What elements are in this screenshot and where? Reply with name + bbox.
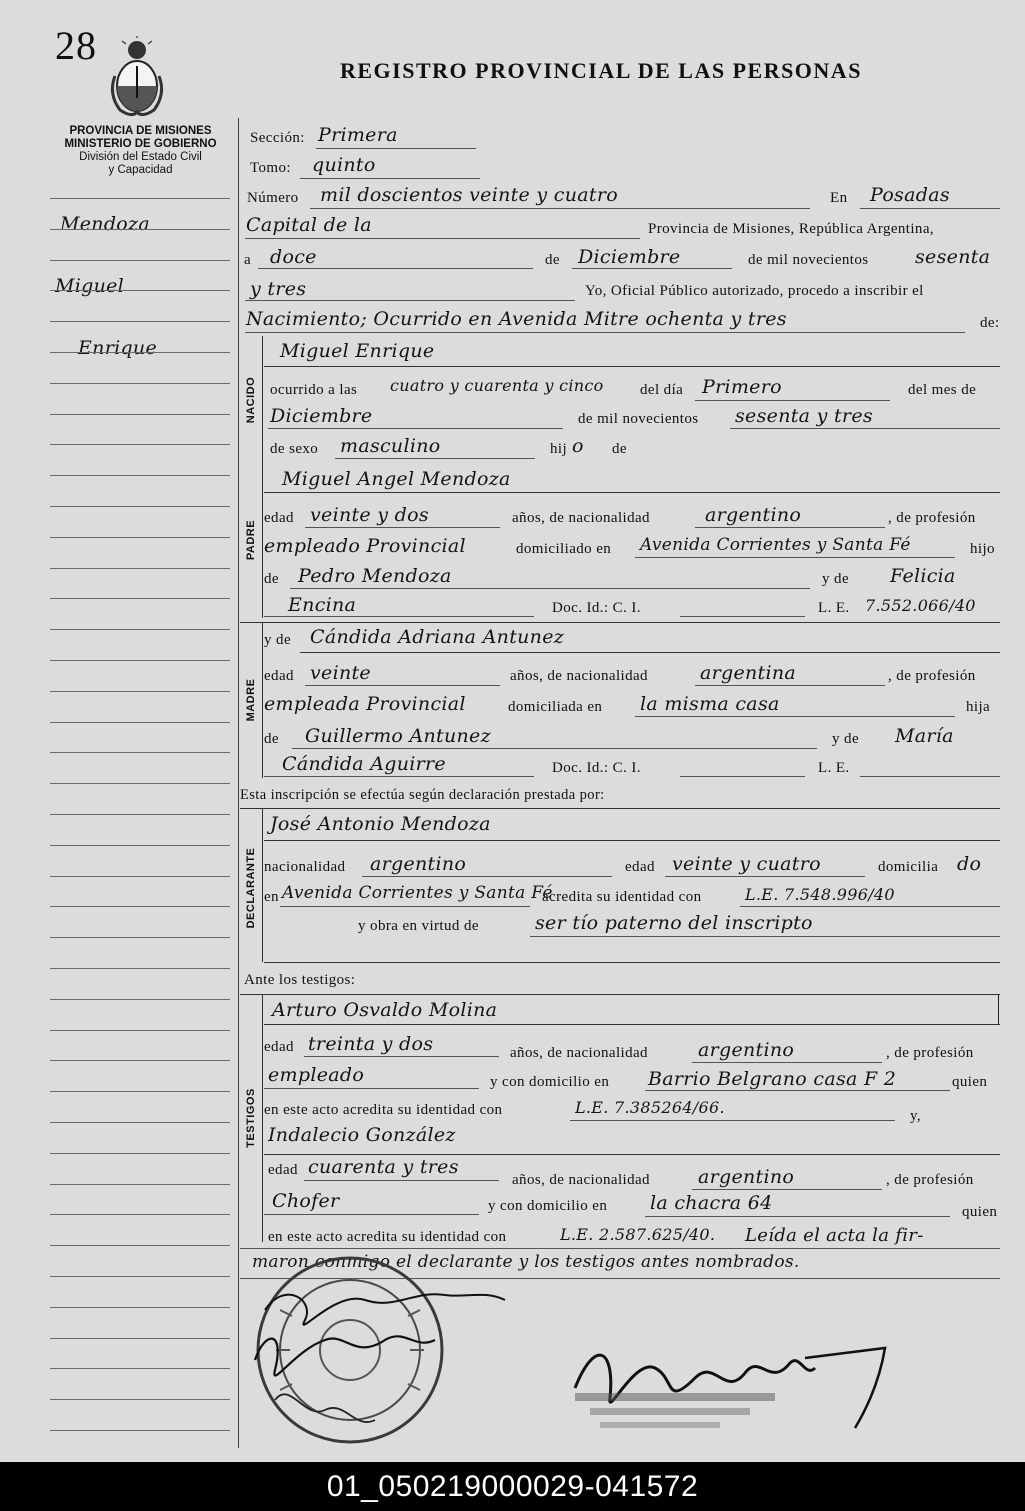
declarant-signature-mark [245,1270,525,1440]
madre-y-de-label: y de [264,632,292,648]
rule [570,1120,895,1121]
rule [860,208,1000,209]
rule [680,776,805,777]
sidebar-ruled-line [50,414,230,415]
madre-y-de2-label: y de [832,731,860,747]
nacido-section-label: NACIDO [245,376,257,424]
del-dia-label: del día [640,382,684,398]
rule [695,400,890,401]
rule [740,906,1000,907]
madre-le-label: L. E. [818,760,850,776]
rule [240,808,1000,809]
year-value-2: y tres [250,278,307,300]
padre-nacionalidad-value: argentino [705,504,802,526]
sidebar-ruled-line [50,537,230,538]
sidebar-given-name-2: Enrique [78,337,158,359]
section-rule [262,994,263,1242]
sidebar-ruled-line [50,660,230,661]
sidebar-ruled-line [50,1368,230,1369]
sexo-value: masculino [340,435,441,457]
declarante-virtud-value: ser tío paterno del inscripto [535,912,813,934]
madre-edad-value: veinte [310,662,371,684]
sidebar-ruled-line [50,321,230,322]
rule [240,994,1000,995]
sidebar-ruled-line [50,1214,230,1215]
ministry-label: MINISTERIO DE GOBIERNO [64,138,217,150]
sidebar-ruled-line [50,598,230,599]
declarante-domicilia-suffix: do [957,853,982,875]
sidebar-ruled-line [50,198,230,199]
sidebar-ruled-line [50,444,230,445]
sidebar-ruled-line [50,1030,230,1031]
rule [335,458,535,459]
declarante-edad-label: edad [625,859,655,875]
sidebar-ruled-line [50,629,230,630]
sidebar-ruled-line [50,229,230,230]
madre-hija-label: hija [966,699,991,715]
sidebar-header [48,125,233,177]
hij-value: o [572,435,584,457]
madre-de-label: de [264,731,279,747]
testigo1-id-value: L.E. 7.385264/66. [575,1098,725,1117]
numero-label: Número [247,190,299,206]
rule [645,1216,950,1217]
sidebar-ruled-line [50,906,230,907]
rule [264,616,534,617]
hij-label: hij [550,441,568,457]
sidebar-ruled-line [50,1307,230,1308]
testigo1-name-value: Arturo Osvaldo Molina [272,999,498,1021]
rule [695,685,885,686]
capacity-label: y Capacidad [108,164,173,176]
padre-le-value: 7.552.066/40 [865,596,976,615]
padre-edad-label: edad [264,510,294,526]
section-rule [998,994,999,1024]
madre-doc-label: Doc. Id.: C. I. [552,760,641,776]
padre-mother-value-2: Encina [288,594,357,616]
testigo2-quien-label: quien [962,1204,998,1220]
month-value: Diciembre [578,246,681,268]
rule [268,428,563,429]
a-label: a [244,252,252,268]
madre-name-value: Cándida Adriana Antunez [310,626,565,648]
sidebar-ruled-line [50,1060,230,1061]
rule [316,148,476,149]
declarante-section-label: DECLARANTE [245,847,257,929]
madre-domicilio-value: la misma casa [640,693,780,715]
testigo1-edad-value: treinta y dos [308,1033,434,1055]
rule [245,238,640,239]
day-value: doce [270,246,317,268]
padre-de-label: de [264,571,279,587]
rule [258,268,533,269]
rule [264,1024,1000,1025]
rule [305,527,500,528]
rule [280,906,530,907]
testigo2-profesion-value: Chofer [272,1190,340,1212]
testigo1-acredita-label: en este acto acredita su identidad con [264,1102,503,1118]
sidebar-ruled-line [50,1122,230,1123]
birth-time-value: cuatro y cuarenta y cinco [390,376,604,395]
birth-year-label: de mil novecientos [578,411,699,427]
sidebar-ruled-line [50,290,230,291]
sidebar-ruled-line [50,1091,230,1092]
padre-name-value: Miguel Angel Mendoza [282,468,511,490]
madre-nacionalidad-label: años, de nacionalidad [510,668,648,684]
rule [264,492,1000,493]
declarante-id-value: L.E. 7.548.996/40 [745,885,895,904]
madre-edad-label: edad [264,668,294,684]
testigo2-profesion-label: , de profesión [886,1172,974,1188]
rule [695,527,885,528]
sidebar-ruled-line [50,845,230,846]
declarante-domicilia-label: domicilia [878,859,939,875]
nacido-name-value: Miguel Enrique [280,340,435,362]
event-value: Nacimiento; Ocurrido en Avenida Mitre ochenta y tres [246,308,787,330]
capital-value: Capital de la [246,214,372,236]
testigo2-id-value: L.E. 2.587.625/40. [560,1225,716,1244]
declarante-nacionalidad-value: argentino [370,853,467,875]
rule [310,208,810,209]
section-rule [262,808,263,962]
hij-de-label: de [612,441,627,457]
rule [245,332,965,333]
year-label: de mil novecientos [748,252,869,268]
sidebar-ruled-line [50,814,230,815]
testigo1-profesion-value: empleado [268,1064,365,1086]
coat-of-arms-icon [106,36,168,118]
sidebar-ruled-line [50,783,230,784]
testigo1-edad-label: edad [264,1039,294,1055]
madre-domicilio-label: domiciliada en [508,699,603,715]
testigo2-name-value: Indalecio González [268,1124,456,1146]
testigo2-nacionalidad-label: años, de nacionalidad [512,1172,650,1188]
padre-profesion-value: empleado Provincial [264,535,466,557]
closing-line-1: Leída el acta la fir- [745,1225,924,1246]
birth-day-value: Primero [702,376,782,398]
madre-mother-value-2: Cándida Aguirre [282,753,446,775]
sidebar-ruled-line [50,1245,230,1246]
page-title: REGISTRO PROVINCIAL DE LAS PERSONAS [340,58,862,83]
rule [530,936,1000,937]
sidebar-ruled-line [50,876,230,877]
testigo2-acredita-label: en este acto acredita su identidad con [268,1229,507,1245]
official-text: Yo, Oficial Público autorizado, procedo a inscribir el [585,283,924,299]
birth-month-value: Diciembre [270,405,373,427]
rule [692,1062,882,1063]
rule [362,876,612,877]
tomo-label: Tomo: [250,160,291,176]
testigo1-profesion-label: , de profesión [886,1045,974,1061]
rule [240,622,1000,623]
margin-rule [238,118,239,1448]
rule [304,1180,499,1181]
madre-father-value: Guillermo Antunez [305,725,491,747]
padre-le-label: L. E. [818,600,850,616]
declarante-edad-value: veinte y cuatro [672,853,821,875]
testigo1-quien-label: quien [952,1074,988,1090]
rule [264,1088,479,1089]
sidebar-ruled-line [50,1399,230,1400]
seccion-value: Primera [318,124,398,146]
rule [245,300,575,301]
sidebar-given-name-1: Miguel [55,275,125,297]
province-text: Provincia de Misiones, República Argentina, [648,221,935,237]
rule [860,776,1000,777]
sidebar-ruled-line [50,999,230,1000]
rule [264,1154,1000,1155]
year-value: sesenta [915,246,991,268]
footer-code: 01_050219000029-041572 [0,1462,1025,1511]
sidebar-ruled-line [50,1276,230,1277]
rule [290,588,810,589]
rule [264,962,1000,963]
section-rule [262,462,263,618]
seccion-label: Sección: [250,130,305,146]
en-value: Posadas [870,184,950,206]
declarante-intro: Esta inscripción se efectúa según declaración prestada por: [240,787,605,803]
official-signature-mark [555,1318,915,1438]
padre-edad-value: veinte y dos [310,504,429,526]
rule [572,268,732,269]
madre-section-label: MADRE [245,678,257,722]
ocurrido-label: ocurrido a las [270,382,358,398]
rule [305,685,500,686]
sidebar-ruled-line [50,383,230,384]
sidebar-ruled-line [50,722,230,723]
rule [680,616,805,617]
testigos-intro: Ante los testigos: [244,972,356,988]
madre-profesion-value: empleada Provincial [264,693,466,715]
rule [635,716,955,717]
padre-domicilio-value: Avenida Corrientes y Santa Fé [640,535,911,555]
de-label: de [545,252,560,268]
closing-line-2: maron conmigo el declarante y los testigos antes nombrados. [252,1252,800,1272]
rule [730,428,1000,429]
testigo2-edad-value: cuarenta y tres [308,1156,459,1178]
sidebar-ruled-line [50,475,230,476]
madre-profesion-label: , de profesión [888,668,976,684]
sidebar-ruled-line [50,260,230,261]
province-label: PROVINCIA DE MISIONES [69,125,212,137]
rule [635,557,955,558]
padre-profesion-label: , de profesión [888,510,976,526]
rule [264,1214,479,1215]
sidebar-ruled-line [50,352,230,353]
declarante-name-value: José Antonio Mendoza [270,813,491,835]
rule [665,876,865,877]
mes-label: del mes de [908,382,977,398]
de-colon: de: [980,315,1000,331]
testigo1-domicilio-value: Barrio Belgrano casa F 2 [648,1068,897,1090]
sidebar-ruled-line [50,568,230,569]
testigo1-nacionalidad-value: argentino [698,1039,795,1061]
padre-nacionalidad-label: años, de nacionalidad [512,510,650,526]
rule [300,652,1000,653]
rule [264,776,534,777]
padre-mother-value: Felicia [890,565,956,587]
testigos-section-label: TESTIGOS [245,1088,257,1148]
rule [300,178,480,179]
testigo2-domicilio-label: y con domicilio en [488,1198,608,1214]
sidebar-ruled-line [50,1430,230,1431]
section-rule [262,336,263,462]
sidebar-ruled-line [50,506,230,507]
page-number: 28 [55,23,97,68]
sidebar-ruled-line [50,968,230,969]
testigo1-domicilio-label: y con domicilio en [490,1074,610,1090]
padre-y-de-label: y de [822,571,850,587]
sidebar-ruled-line [50,1184,230,1185]
declarante-acredita-label: acredita su identidad con [542,889,702,905]
rule [264,366,1000,367]
testigo1-y-label: y, [910,1108,922,1124]
testigo2-edad-label: edad [268,1162,298,1178]
sidebar-ruled-line [50,937,230,938]
rule [692,1189,882,1190]
sexo-label: de sexo [270,441,319,457]
numero-value: mil doscientos veinte y cuatro [320,184,618,206]
en-label: En [830,190,848,206]
rule [645,1090,950,1091]
section-rule [262,622,263,778]
rule [292,748,817,749]
division-label: División del Estado Civil [79,151,202,163]
declarante-en-label: en [264,889,279,905]
rule [304,1056,499,1057]
madre-mother-value: María [895,725,954,747]
sidebar-ruled-line [50,691,230,692]
rule [264,840,1000,841]
sidebar-surname: Mendoza [60,213,150,235]
padre-hijo-label: hijo [970,541,995,557]
testigo2-domicilio-value: la chacra 64 [650,1192,773,1214]
testigo2-nacionalidad-value: argentino [698,1166,795,1188]
padre-father-value: Pedro Mendoza [298,565,452,587]
declarante-domicilio-value: Avenida Corrientes y Santa Fé [282,883,553,903]
declarante-virtud-label: y obra en virtud de [358,918,479,934]
declarante-nacionalidad-label: nacionalidad [264,859,346,875]
padre-domicilio-label: domiciliado en [516,541,612,557]
rule [240,1248,1000,1249]
madre-nacionalidad-value: argentina [700,662,797,684]
testigo1-nacionalidad-label: años, de nacionalidad [510,1045,648,1061]
padre-doc-label: Doc. Id.: C. I. [552,600,641,616]
sidebar-ruled-line [50,752,230,753]
padre-section-label: PADRE [245,519,257,561]
birth-year-value: sesenta y tres [735,405,873,427]
tomo-value: quinto [312,154,376,176]
sidebar-ruled-line [50,1153,230,1154]
sidebar-ruled-line [50,1338,230,1339]
